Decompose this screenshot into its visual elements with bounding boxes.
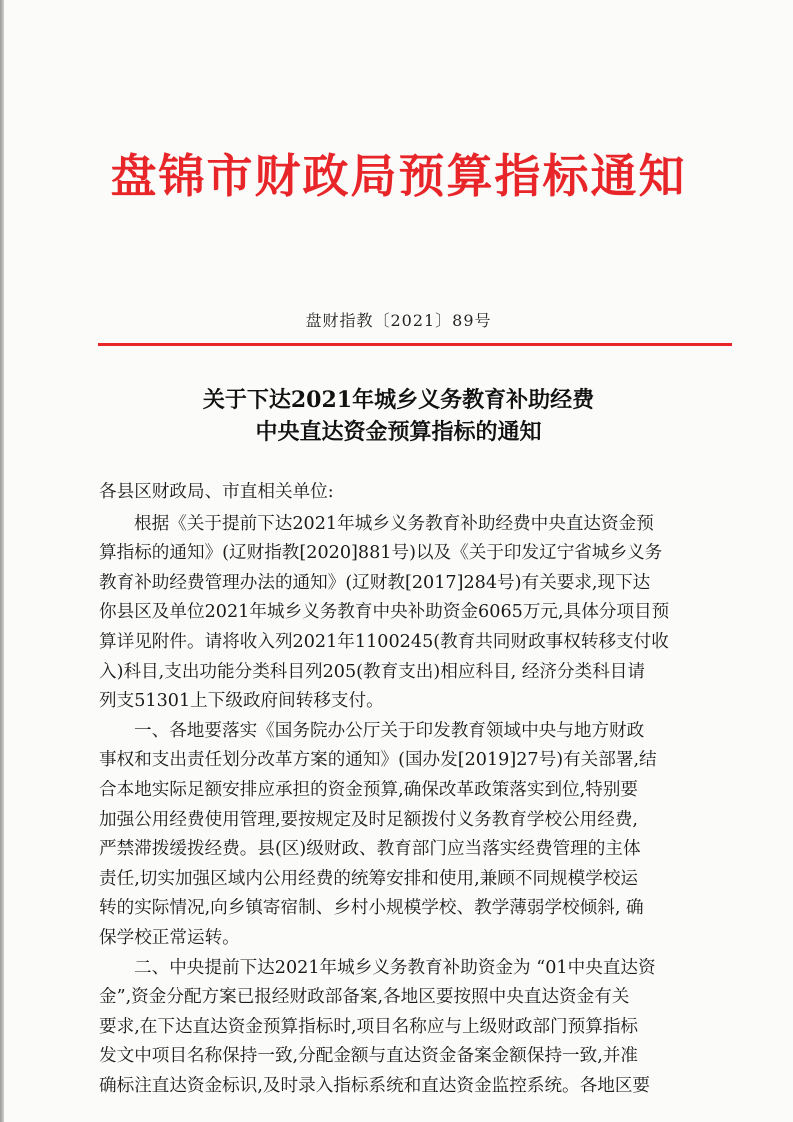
paragraph-line: 入)科目,支出功能分类科目列205(教育支出)相应科目, 经济分类科目请 [99, 661, 645, 682]
document-number: 盘财指教〔2021〕89号 [305, 311, 492, 330]
paragraph-line: 算详见附件。请将收入列2021年1100245(教育共同财政事权转移支付收 [99, 631, 669, 652]
agency-header-title: 盘锦市财政局预算指标通知 [110, 149, 687, 203]
paragraph-line: 严禁滞拨缓拨经费。县(区)级财政、教育部门应当落实经费管理的主体 [99, 839, 641, 860]
paragraph-item-one [99, 717, 741, 954]
paragraph-line: 你县区及单位2021年城乡义务教育中央补助资金6065万元,具体分项目预 [99, 602, 670, 623]
document-title-line-1: 关于下达2021年城乡义务教育补助经费 [202, 387, 595, 413]
paragraph-basis [99, 510, 741, 717]
paragraph-line: 要求,在下达直达资金预算指标时,项目名称应与上级财政部门预算指标 [99, 1016, 639, 1037]
paragraph-line: 事权和支出责任划分改革方案的通知》(国办发[2019]27号)有关部署,结 [99, 750, 657, 771]
salutation: 各县区财政局、市直相关单位: [99, 482, 334, 502]
paragraph-item-two [99, 954, 741, 1102]
paragraph-line: 合本地实际足额安排应承担的资金预算,确保改革政策落实到位,特别要 [99, 779, 639, 800]
paragraph-line: 责任,切实加强区域内公用经费的统筹安排和使用,兼顾不同规模学校运 [99, 868, 639, 889]
paragraph-line: 发文中项目名称保持一致,分配金额与直达资金备案金额保持一致,并准 [99, 1046, 639, 1067]
paragraph-line: 教育补助经费管理办法的通知》(辽财教[2017]284号)有关要求,现下达 [99, 572, 651, 593]
red-divider-line [98, 343, 732, 346]
document-title-line-2: 中央直达资金预算指标的通知 [255, 419, 542, 445]
paragraph-line: 转的实际情况,向乡镇寄宿制、乡村小规模学校、教学薄弱学校倾斜, 确 [99, 898, 644, 919]
paragraph-line: 确标注直达资金标识,及时录入指标系统和直达资金监控系统。各地区要 [99, 1075, 651, 1096]
paragraph-line: 二、中央提前下达2021年城乡义务教育补助资金为 “01中央直达资 [134, 957, 656, 978]
paragraph-line: 保学校正常运转。 [99, 927, 240, 948]
paragraph-line: 一、各地要落实《国务院办公厅关于印发教育领域中央与地方财政 [134, 720, 645, 741]
document-body [99, 478, 741, 1101]
paragraph-line: 根据《关于提前下达2021年城乡义务教育补助经费中央直达资金预 [134, 513, 654, 534]
document-title [4, 384, 793, 448]
paragraph-line: 加强公用经费使用管理,要按规定及时足额拨付义务教育学校公用经费, [99, 809, 639, 830]
paragraph-line: 列支51301上下级政府间转移支付。 [99, 691, 384, 712]
document-page [4, 0, 793, 1122]
paragraph-line: 算指标的通知》(辽财指教[2020]881号)以及《关于印发辽宁省城乡义务 [99, 543, 663, 564]
paragraph-line: 金”,资金分配方案已报经财政部备案,各地区要按照中央直达资金有关 [99, 987, 630, 1008]
